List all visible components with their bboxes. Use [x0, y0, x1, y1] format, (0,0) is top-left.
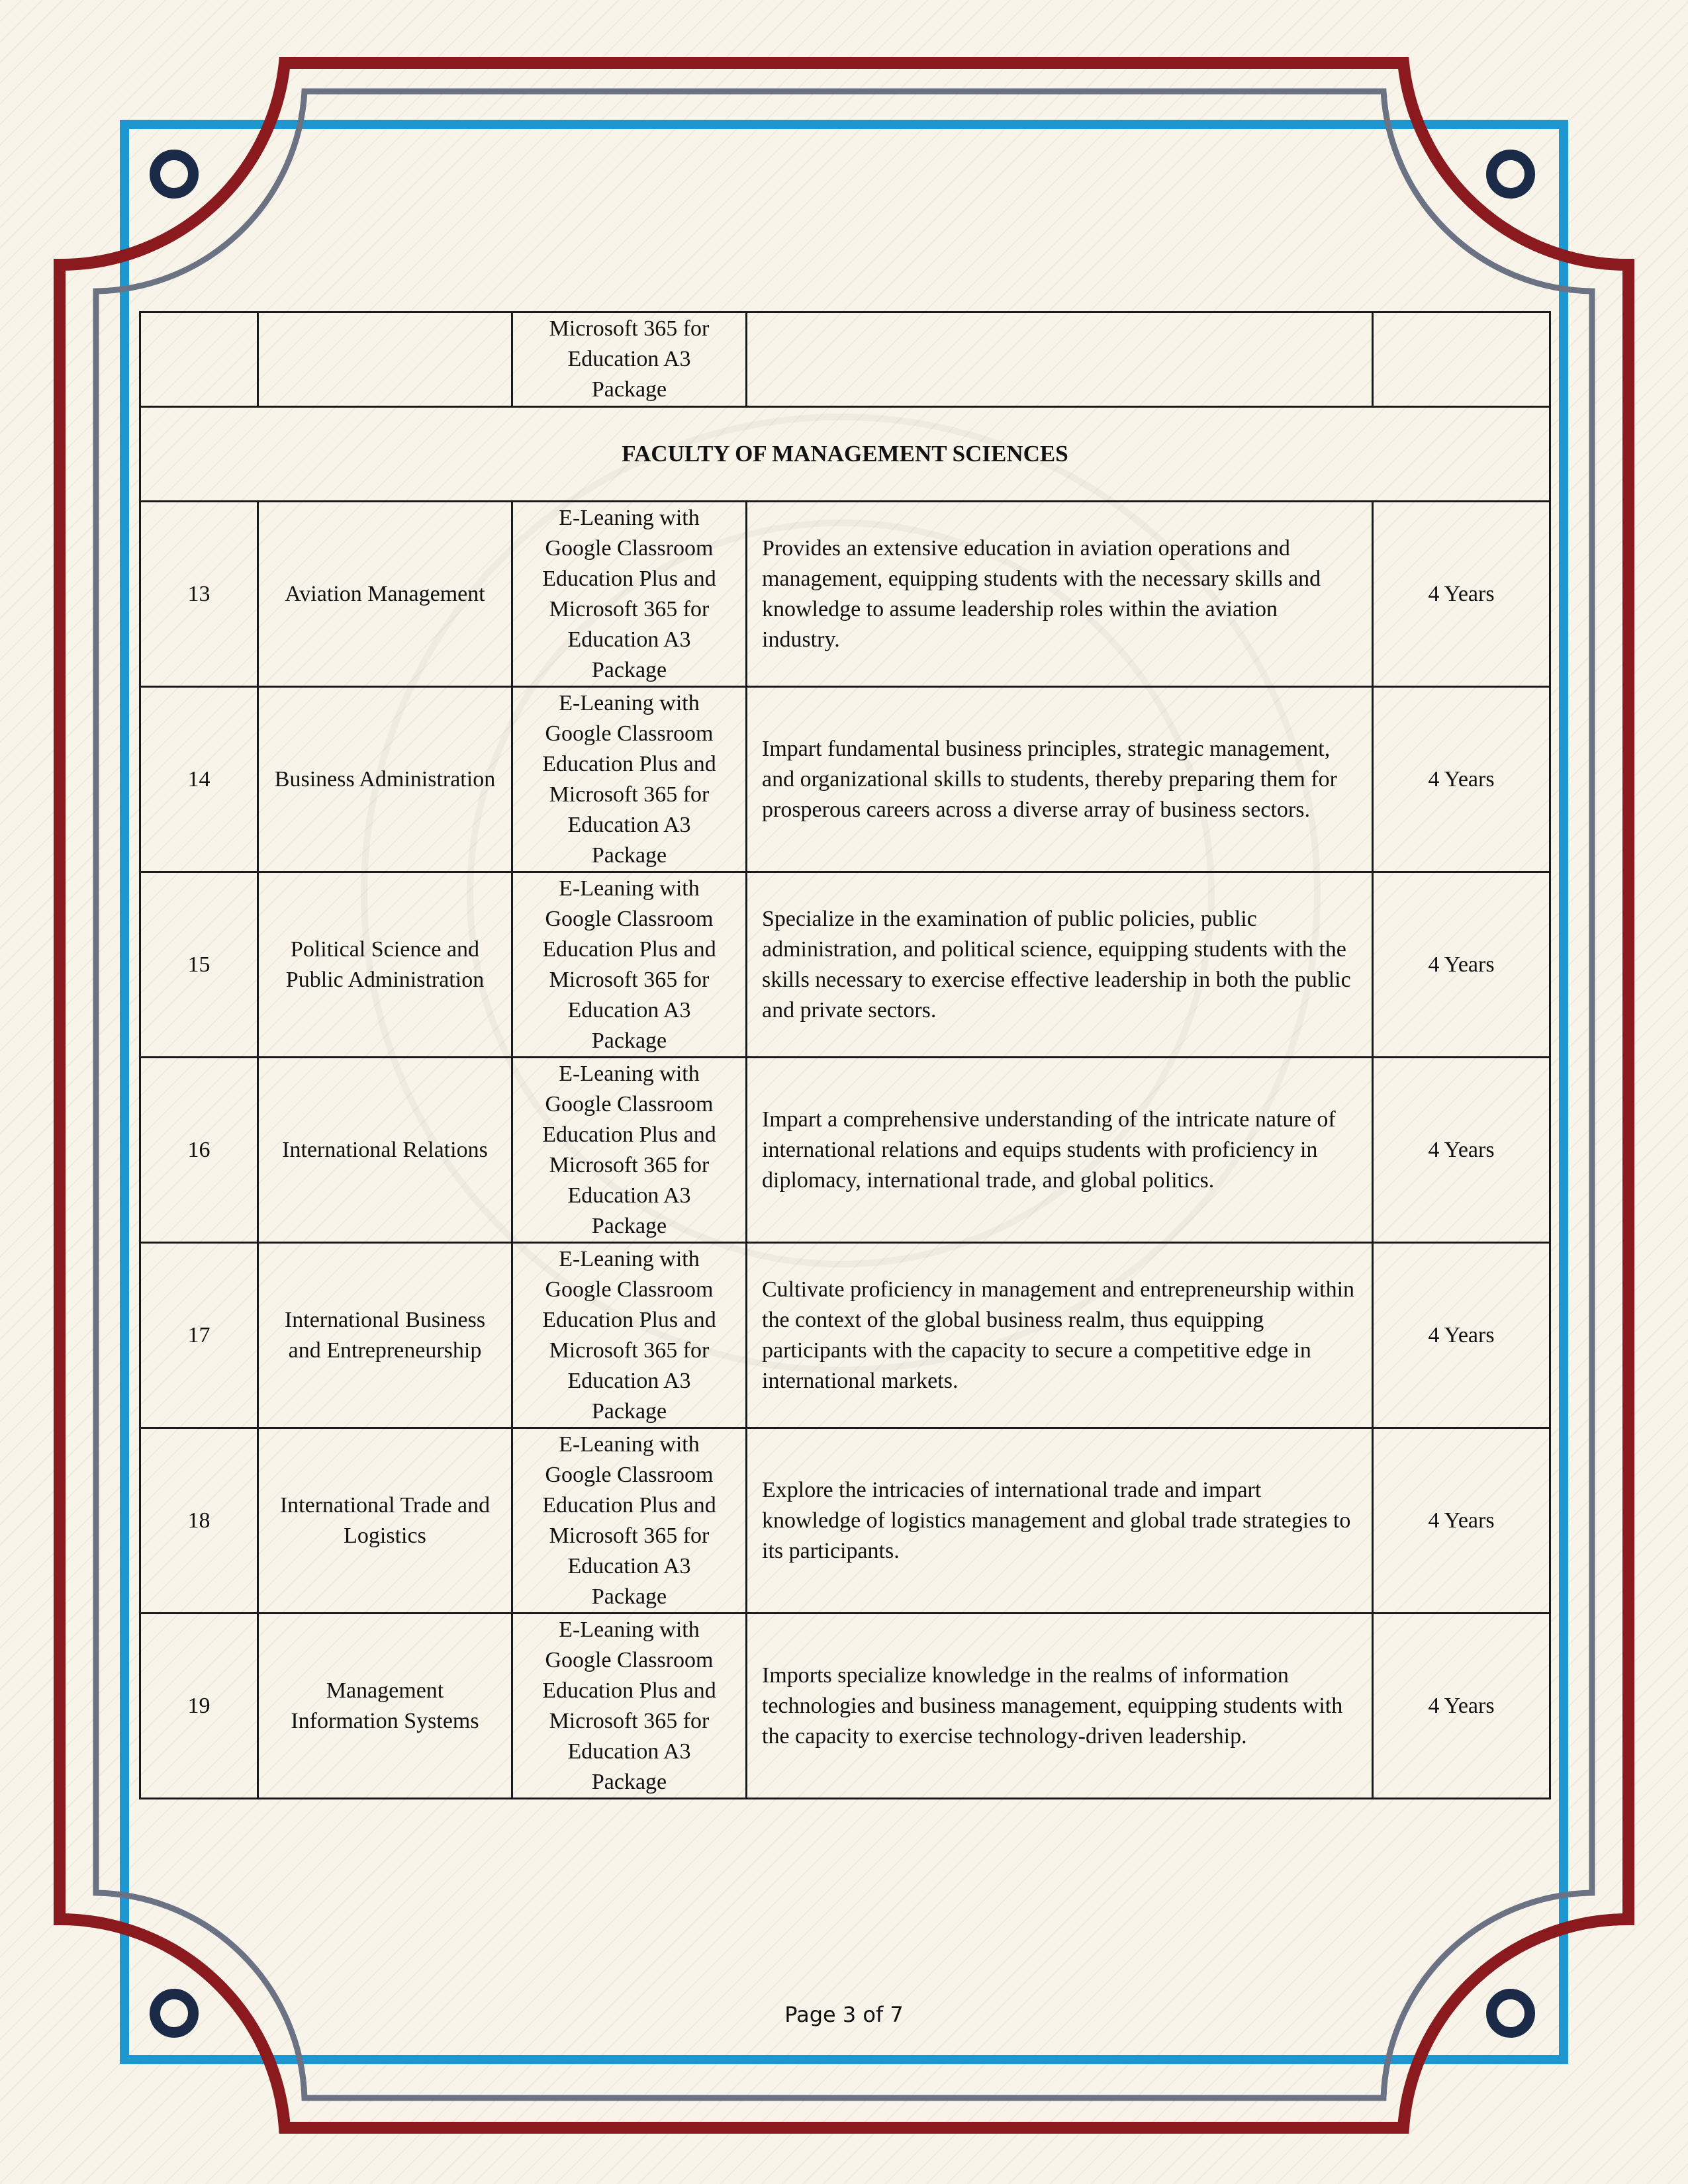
table-row	[140, 872, 1550, 1058]
duration-cell: 4 Years	[1373, 1243, 1550, 1428]
duration-cell: 4 Years	[1373, 687, 1550, 872]
corner-ring-top-right	[1491, 155, 1530, 193]
row-number-cell	[140, 312, 258, 407]
row-number-cell: 19	[140, 1614, 258, 1799]
table-row	[140, 1058, 1550, 1243]
row-number-cell: 17	[140, 1243, 258, 1428]
row-number-cell: 13	[140, 502, 258, 687]
duration-cell: 4 Years	[1373, 502, 1550, 687]
faculty-heading: FACULTY OF MANAGEMENT SCIENCES	[140, 407, 1550, 502]
delivery-mode-cell: E-Leaning with Google Classroom Education Plus and Microsoft 365 for Education A3 Package	[512, 1243, 747, 1428]
duration-cell: 4 Years	[1373, 1058, 1550, 1243]
table-row	[140, 1614, 1550, 1799]
table-row	[140, 687, 1550, 872]
row-number-cell: 14	[140, 687, 258, 872]
program-description-cell: Provides an extensive education in aviation operations and management, equipping students with the necessary skills and knowledge to assume leadership roles within the aviation industry.	[747, 502, 1373, 687]
program-name-cell: Business Administration	[258, 687, 512, 872]
table-row	[140, 1428, 1550, 1614]
program-name-cell: International Relations	[258, 1058, 512, 1243]
table-row-continued	[140, 312, 1550, 407]
duration-cell	[1373, 312, 1550, 407]
program-description-cell: Imports specialize knowledge in the realms of information technologies and business management, equipping students with the capacity to exercise technology-driven leadership.	[747, 1614, 1373, 1799]
program-name-cell: International Trade and Logistics	[258, 1428, 512, 1614]
program-name-cell: Aviation Management	[258, 502, 512, 687]
program-description-cell: Impart fundamental business principles, strategic management, and organizational skills to students, thereby preparing them for prosperous careers across a diverse array of business sectors.	[747, 687, 1373, 872]
program-description-cell: Explore the intricacies of international trade and impart knowledge of logistics management and global trade strategies to its participants.	[747, 1428, 1373, 1614]
delivery-mode-cell: E-Leaning with Google Classroom Education Plus and Microsoft 365 for Education A3 Package	[512, 1058, 747, 1243]
table-row	[140, 502, 1550, 687]
duration-cell: 4 Years	[1373, 1428, 1550, 1614]
delivery-mode-cell: E-Leaning with Google Classroom Education Plus and Microsoft 365 for Education A3 Package	[512, 687, 747, 872]
program-description-cell	[747, 312, 1373, 407]
program-description-cell: Specialize in the examination of public policies, public administration, and political science, equipping students with the skills necessary to exercise effective leadership in both the public and private sectors.	[747, 872, 1373, 1058]
faculty-heading-row	[140, 407, 1550, 502]
program-name-cell: Management Information Systems	[258, 1614, 512, 1799]
page-number-footer: Page 3 of 7	[784, 2002, 904, 2027]
delivery-mode-cell: E-Leaning with Google Classroom Education Plus and Microsoft 365 for Education A3 Package	[512, 872, 747, 1058]
program-description-cell: Cultivate proficiency in management and entrepreneurship within the context of the global business realm, thus equipping participants with the capacity to secure a competitive edge in international markets.	[747, 1243, 1373, 1428]
program-name-cell: International Business and Entrepreneurship	[258, 1243, 512, 1428]
program-name-cell: Political Science and Public Administration	[258, 872, 512, 1058]
delivery-mode-cell: E-Leaning with Google Classroom Education Plus and Microsoft 365 for Education A3 Package	[512, 502, 747, 687]
duration-cell: 4 Years	[1373, 1614, 1550, 1799]
program-name-cell	[258, 312, 512, 407]
row-number-cell: 15	[140, 872, 258, 1058]
delivery-mode-cell: Microsoft 365 for Education A3 Package	[512, 312, 747, 407]
table-row	[140, 1243, 1550, 1428]
row-number-cell: 16	[140, 1058, 258, 1243]
programs-table-container	[139, 311, 1549, 1799]
duration-cell: 4 Years	[1373, 872, 1550, 1058]
delivery-mode-cell: E-Leaning with Google Classroom Education Plus and Microsoft 365 for Education A3 Package	[512, 1428, 747, 1614]
row-number-cell: 18	[140, 1428, 258, 1614]
program-description-cell: Impart a comprehensive understanding of the intricate nature of international relations and equips students with proficiency in diplomacy, international trade, and global politics.	[747, 1058, 1373, 1243]
corner-ring-top-left	[155, 155, 193, 193]
programs-table	[139, 311, 1551, 1799]
delivery-mode-cell: E-Leaning with Google Classroom Education Plus and Microsoft 365 for Education A3 Package	[512, 1614, 747, 1799]
